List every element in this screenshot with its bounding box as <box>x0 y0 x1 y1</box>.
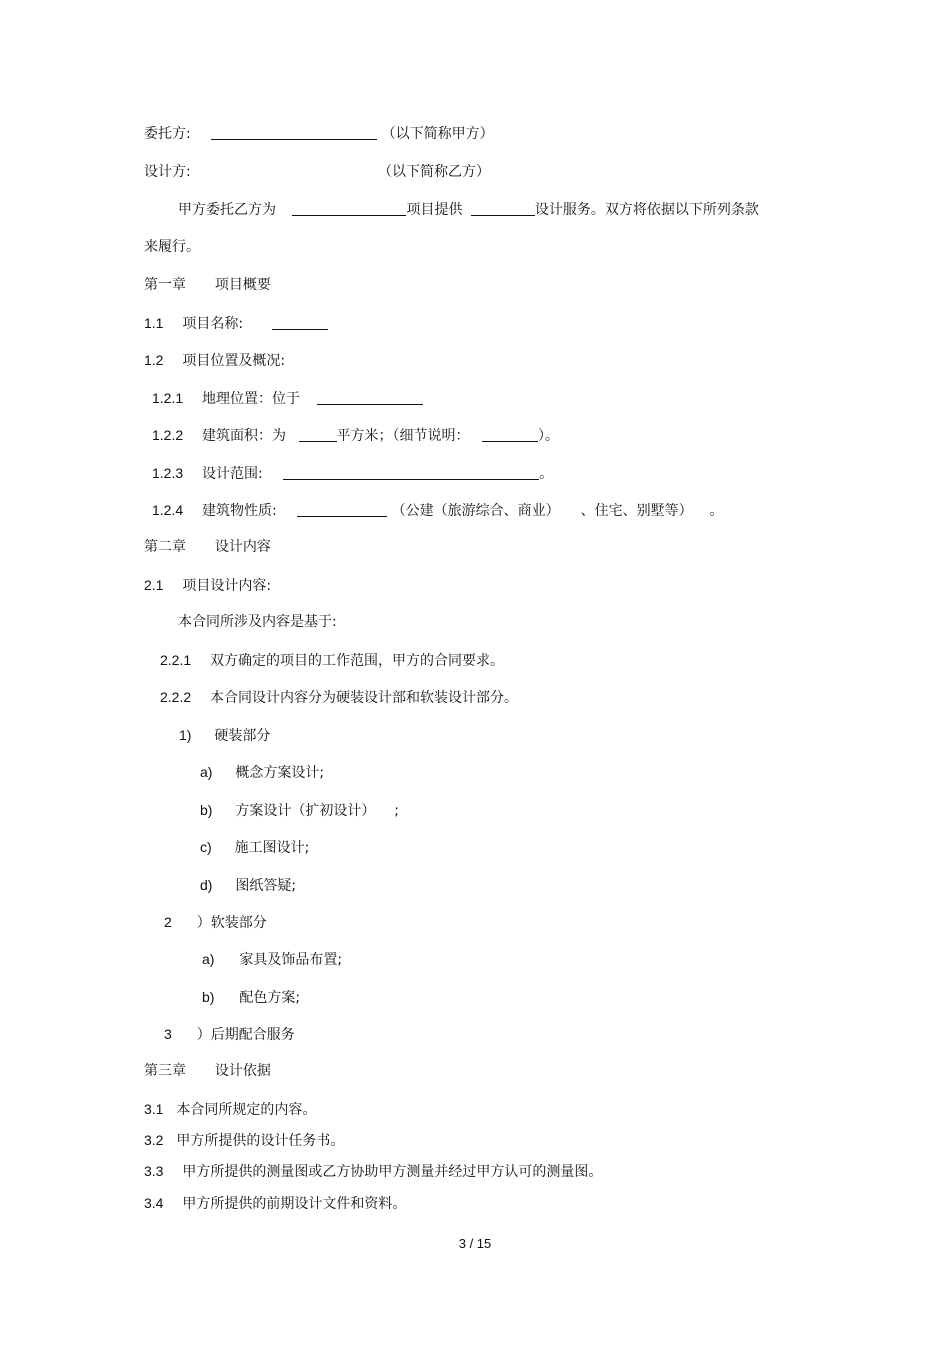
list-text: 施工图设计; <box>234 840 310 856</box>
area-blank <box>299 427 337 442</box>
list-text: 概念方案设计; <box>235 765 325 781</box>
list-item <box>200 763 324 782</box>
chapter1-title: 项目概要 <box>214 277 271 293</box>
list-item <box>202 950 342 969</box>
section-2-2-2 <box>160 688 518 707</box>
intro-part4: 来履行。 <box>144 239 200 255</box>
list-text: 方案设计（扩初设计） <box>235 803 376 819</box>
section-text: 甲方所提供的设计任务书。 <box>176 1133 345 1149</box>
section-number: 1.1 <box>144 315 164 331</box>
list-text-end: ; <box>394 803 399 819</box>
chapter2-title: 设计内容 <box>214 539 271 555</box>
section-number: 1.2.1 <box>152 390 184 406</box>
building-type-note2: 、住宅、别墅等） <box>580 503 693 519</box>
section-1-2-1 <box>152 389 423 408</box>
section-label: 地理位置：位于 <box>202 391 301 407</box>
section-label: 项目名称: <box>182 316 244 332</box>
section-3-1 <box>144 1100 316 1119</box>
section-label: 设计范围: <box>202 466 263 482</box>
area-unit: 平方米；（细节说明： <box>336 428 470 444</box>
client-label: 委托方: <box>144 126 191 142</box>
basis-text: 本合同所涉及内容是基于: <box>178 614 337 630</box>
section-number: 3.2 <box>144 1132 164 1148</box>
section-number: 1.2.3 <box>152 465 184 481</box>
section-text: 本合同设计内容分为硬装设计部和软装设计部分。 <box>210 690 519 706</box>
list-item <box>200 838 309 857</box>
list-letter: d) <box>200 877 213 893</box>
section-text: 双方确定的项目的工作范围，甲方的合同要求。 <box>210 653 505 669</box>
list-text: 家具及饰品布置; <box>239 952 343 968</box>
service-blank <box>471 201 535 216</box>
list-letter: c) <box>200 839 212 855</box>
section-1-2-2 <box>152 426 559 445</box>
list-text: 配色方案; <box>239 990 301 1006</box>
list-item <box>200 801 399 820</box>
scope-blank <box>283 465 539 480</box>
intro-part3: 设计服务。双方将依据以下所列条款 <box>534 202 759 218</box>
section-number: 1.2.4 <box>152 502 184 518</box>
project-name-blank <box>272 315 328 330</box>
intro-line <box>178 201 759 219</box>
list-letter: a) <box>200 764 213 780</box>
list-letter: b) <box>202 989 215 1005</box>
chapter1-num: 第一章 <box>144 277 186 293</box>
scope-end: 。 <box>539 466 554 482</box>
section-2-1 <box>144 576 271 595</box>
page-number: 3 / 15 <box>458 1236 492 1251</box>
list-number: 3 <box>164 1026 172 1042</box>
section-text: 甲方所提供的测量图或乙方协助甲方测量并经过甲方认可的测量图。 <box>182 1164 603 1180</box>
client-blank <box>211 125 377 140</box>
section-1-2 <box>144 351 285 370</box>
list-item <box>202 988 300 1007</box>
list-letter: a) <box>202 951 215 967</box>
section-number: 3.1 <box>144 1101 164 1117</box>
section-1-2-4 <box>152 501 723 520</box>
section-label: 建筑面积：为 <box>202 428 287 444</box>
intro-part2: 项目提供 <box>406 202 463 218</box>
designer-label: 设计方: <box>144 164 191 180</box>
chapter3-num: 第三章 <box>144 1063 186 1079</box>
section-label: 项目设计内容: <box>182 578 272 594</box>
section-number: 2.1 <box>144 577 164 593</box>
list-item <box>164 1025 295 1044</box>
building-type-end: 。 <box>709 503 724 519</box>
list-letter: b) <box>200 802 213 818</box>
client-note: （以下简称甲方） <box>381 126 494 142</box>
designer-note: （以下简称乙方） <box>378 164 490 180</box>
section-text: 本合同所规定的内容。 <box>176 1102 317 1118</box>
list-number: 1) <box>179 727 192 743</box>
section-label: 建筑物性质: <box>202 503 277 519</box>
list-title: ）后期配合服务 <box>196 1027 295 1043</box>
section-2-2-1 <box>160 651 504 670</box>
section-number: 1.2 <box>144 352 164 368</box>
building-type-blank <box>297 502 387 517</box>
intro-part1: 甲方委托乙方为 <box>178 202 276 218</box>
location-blank <box>317 390 423 405</box>
section-1-2-3 <box>152 464 553 483</box>
section-number: 3.4 <box>144 1195 164 1211</box>
section-number: 2.2.1 <box>160 652 192 668</box>
section-3-2 <box>144 1131 344 1150</box>
section-3-4 <box>144 1194 406 1213</box>
section-number: 1.2.2 <box>152 427 184 443</box>
section-number: 2.2.2 <box>160 689 192 705</box>
section-1-1 <box>144 314 328 333</box>
section-number: 3.3 <box>144 1163 164 1179</box>
area-end: ）。 <box>537 428 559 444</box>
list-title: ）软装部分 <box>196 915 267 931</box>
project-blank <box>292 201 406 216</box>
list-item <box>179 726 270 745</box>
detail-blank <box>482 427 538 442</box>
list-title: 硬装部分 <box>214 728 271 744</box>
client-line <box>144 125 494 143</box>
chapter2-heading <box>144 538 271 556</box>
section-text: 甲方所提供的前期设计文件和资料。 <box>182 1196 407 1212</box>
list-number: 2 <box>164 914 172 930</box>
chapter1-heading <box>144 276 271 294</box>
section-label: 项目位置及概况: <box>182 353 286 369</box>
building-type-note: （公建（旅游综合、商业） <box>391 503 560 519</box>
section-3-3 <box>144 1162 602 1181</box>
list-text: 图纸答疑; <box>235 878 297 894</box>
chapter2-num: 第二章 <box>144 539 186 555</box>
list-item <box>200 876 296 895</box>
designer-line <box>144 163 191 181</box>
chapter3-title: 设计依据 <box>214 1063 271 1079</box>
list-item <box>164 913 267 932</box>
chapter3-heading <box>144 1062 271 1080</box>
